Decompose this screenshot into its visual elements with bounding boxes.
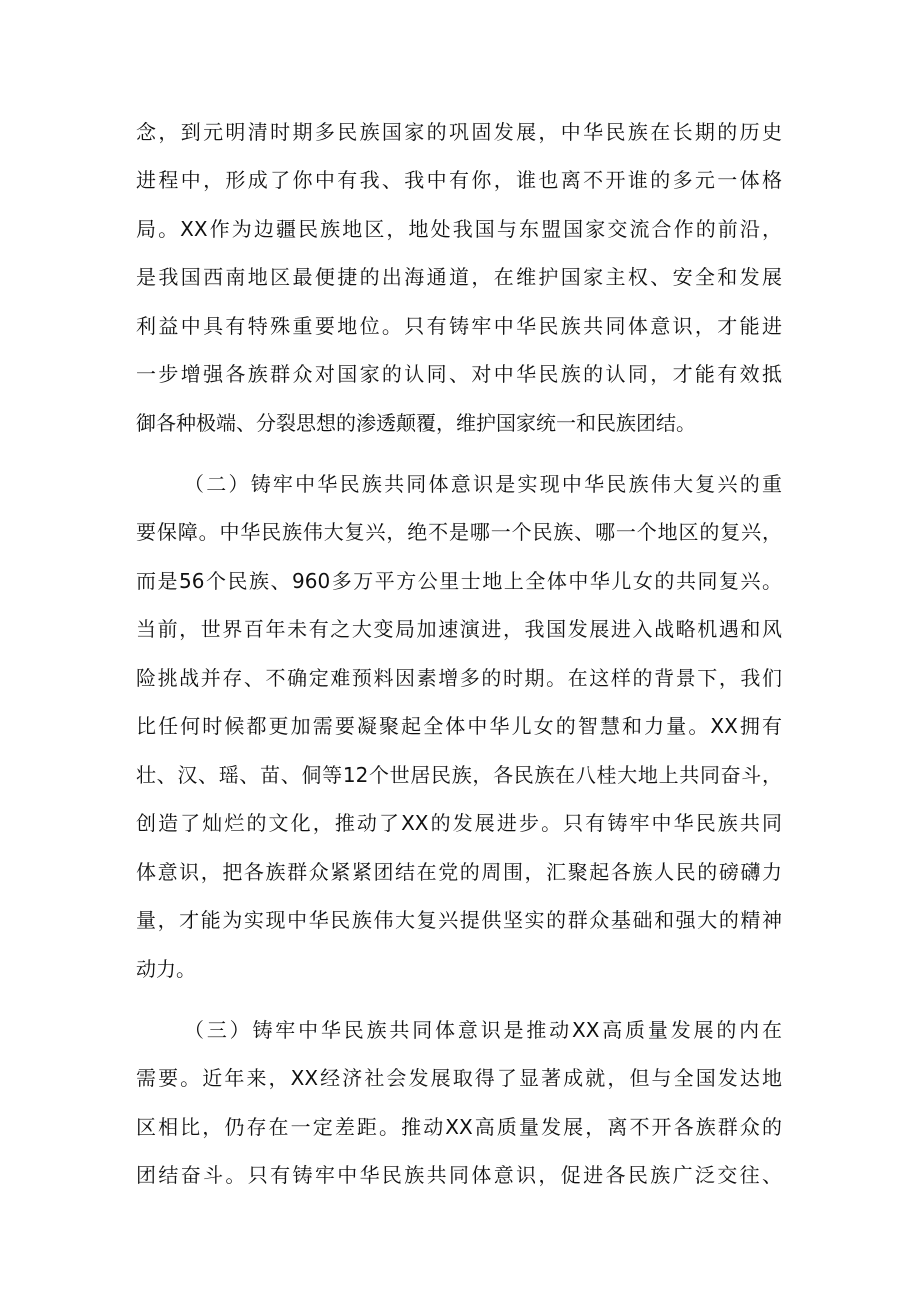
paragraph-line: 进程中，形成了你中有我、我中有你，谁也离不开谁的多元一体格 bbox=[136, 168, 782, 192]
paragraph-line: 一步增强各族群众对国家的认同、对中华民族的认同，才能有效抵 bbox=[136, 362, 782, 386]
paragraph-line: 区相比，仍存在一定差距。推动XX高质量发展，离不开各族群众的 bbox=[136, 1115, 782, 1139]
paragraph-line: 比任何时候都更加需要凝聚起全体中华儿女的智慧和力量。XX拥有 bbox=[136, 714, 782, 738]
paragraph-line: 是我国西南地区最便捷的出海通道，在维护国家主权、安全和发展 bbox=[136, 265, 782, 289]
paragraph-line: 团结奋斗。只有铸牢中华民族共同体意识，促进各民族广泛交往、 bbox=[136, 1163, 782, 1187]
paragraph-line: 而是56个民族、960多万平方公里士地上全体中华儿女的共同复兴。 bbox=[136, 569, 782, 593]
paragraph-line: 创造了灿烂的文化，推动了XX的发展进步。只有铸牢中华民族共同 bbox=[136, 811, 782, 835]
paragraph-line: 需要。近年来，XX经济社会发展取得了显著成就，但与全国发达地 bbox=[136, 1066, 782, 1090]
paragraph-line: 量，才能为实现中华民族伟大复兴提供坚实的群众基础和强大的精神 bbox=[136, 908, 782, 932]
paragraph-line: 壮、汉、瑶、苗、侗等12个世居民族，各民族在八桂大地上共同奋斗， bbox=[136, 763, 782, 787]
paragraph-line: 御各种极端、分裂思想的渗透颠覆，维护国家统一和民族团结。 bbox=[136, 411, 696, 435]
paragraph-line: 动力。 bbox=[136, 957, 196, 981]
paragraph-line: 当前，世界百年未有之大变局加速演进，我国发展进入战略机遇和风 bbox=[136, 617, 782, 641]
paragraph-line: 要保障。中华民族伟大复兴，绝不是哪一个民族、哪一个地区的复兴， bbox=[136, 520, 782, 544]
paragraph-line: 利益中具有特殊重要地位。只有铸牢中华民族共同体意识，才能进 bbox=[136, 314, 782, 338]
paragraph-line: 局。XX作为边疆民族地区，地处我国与东盟国家交流合作的前沿， bbox=[136, 217, 782, 241]
paragraph-line: 险挑战并存、不确定难预料因素增多的时期。在这样的背景下，我们 bbox=[136, 666, 782, 690]
paragraph-line: （三）铸牢中华民族共同体意识是推动XX高质量发展的内在 bbox=[184, 1018, 782, 1042]
paragraph-line: 体意识，把各族群众紧紧团结在党的周围，汇聚起各族人民的磅礴力 bbox=[136, 860, 782, 884]
paragraph-line: 念，到元明清时期多民族国家的巩固发展，中华民族在长期的历史 bbox=[136, 120, 782, 144]
paragraph-line: （二）铸牢中华民族共同体意识是实现中华民族伟大复兴的重 bbox=[184, 472, 782, 496]
